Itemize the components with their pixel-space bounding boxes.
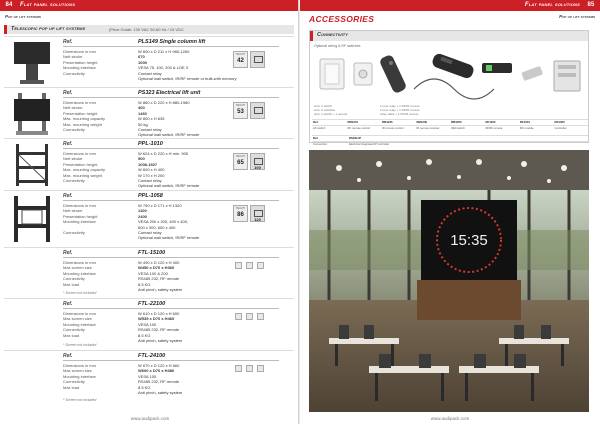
spec-value: W 600 x H 400 (138, 167, 165, 173)
product-image (8, 142, 56, 193)
table-cell: RM1230 (416, 120, 428, 124)
spec-value: 8.5 KG (138, 384, 151, 390)
height-badge-icon (233, 153, 248, 170)
divider (63, 97, 279, 98)
extra-code: RS232-IP (349, 135, 362, 140)
badge-caption: HEIGHT (235, 53, 246, 56)
table-cell: RF remote control (347, 126, 370, 131)
spec-value: 400 (138, 105, 145, 111)
spec-key: Max load (63, 384, 80, 390)
connectivity-notes-right (380, 104, 420, 116)
badge-caption: HEIGHT (235, 207, 246, 210)
spec-value: 670 (138, 54, 145, 60)
right-page-number: 85 (587, 2, 595, 8)
table-cell: IR/RF remote (485, 126, 503, 131)
badge-value: 42 (237, 58, 244, 64)
ref-label: Ref. (63, 90, 73, 96)
connectivity-note: 2 tone relay + 1 RF/IR remote (380, 108, 420, 112)
left-header-title: Flat panel solutions (20, 2, 76, 8)
feature-icons (235, 365, 264, 372)
spec-key: Mounting interface (63, 270, 96, 276)
spec-value: W 490 x D 120 x H 400 (138, 260, 180, 265)
spec-icons (233, 51, 265, 68)
connectivity-note: relay cable + 1 RF/IR remote (380, 112, 419, 116)
spec-key: Dimensions in mm (63, 260, 96, 265)
vesa-badge-icon (250, 153, 265, 170)
spec-row (63, 235, 283, 240)
product-image (8, 40, 56, 91)
badge-value: 100 (254, 165, 261, 170)
remote-icon (235, 313, 242, 320)
spec-value: VESA 100 & 200 (138, 270, 168, 276)
spec-key (63, 390, 138, 395)
table-cell: RM1250 (451, 120, 462, 124)
table-cell: IR remote control (382, 126, 404, 131)
section-title: Telescopic pop up lift systems (11, 26, 86, 32)
spec-key: Presentation height (63, 110, 98, 116)
table-cell: Controller (554, 126, 567, 131)
table-cell: Ref. (313, 120, 319, 124)
accessory-table-row (312, 125, 588, 131)
height-badge-icon (233, 51, 248, 68)
spec-value: VESA 100 (138, 373, 157, 379)
right-header-bar (300, 0, 600, 11)
table-cell: IR remote receiver (416, 126, 440, 131)
badge-value: 65 (237, 160, 244, 166)
spec-key: Max screen size (63, 316, 92, 322)
ref-label: Ref. (63, 39, 73, 45)
spec-key: Max. mounting weight (63, 121, 102, 127)
spec-key: Max screen size (63, 265, 92, 271)
product-block (4, 87, 294, 138)
spec-value: 1008-1607 (138, 161, 158, 167)
badge-caption: HEIGHT (235, 155, 246, 158)
product-note: * Screen not included (63, 291, 97, 295)
spec-value: 600 x 300, 600 x 400 (138, 224, 176, 230)
accessory-table-extra-row (312, 141, 588, 147)
spec-value: W 860 x D 220 x H 880-1980 (138, 100, 190, 105)
product-code: FTL-24100 (138, 353, 166, 359)
spec-value: VESA 100 (138, 321, 157, 327)
vesa-badge-icon (250, 102, 265, 119)
connectivity-note: wire: 1 switch (314, 104, 333, 108)
product-block (4, 298, 294, 350)
spec-key: Max load (63, 281, 80, 287)
right-page (300, 0, 600, 424)
left-page-number: 84 (5, 2, 13, 8)
connectivity-note: 1 tone relay + 1 RF/IR remote (380, 104, 420, 108)
connectivity-note: wire: 1 switch + 1 remote (314, 112, 348, 116)
spec-key: Presentation height (63, 161, 98, 167)
accessories-title: ACCESSORIES (309, 14, 375, 24)
spec-value: 8.5 KG (138, 281, 151, 287)
ref-label: Ref. (63, 141, 73, 147)
table-cell: Lift switch (313, 126, 326, 131)
spec-value: RS485 232, RF remote (138, 327, 180, 333)
spec-key (63, 76, 138, 81)
connectivity-desc: Optional wiring & RF switches (314, 44, 361, 48)
spec-value: Optional wall switch, IR/RF remote or built-with memory (138, 76, 237, 82)
product-code: FTL-22100 (138, 301, 166, 307)
extra-label: Connection (313, 142, 328, 147)
spec-key: Max load (63, 332, 80, 338)
spec-value: 1000 (138, 59, 147, 65)
left-subtitle: Pop up lift systems (5, 14, 41, 19)
spec-value: 1460 (138, 110, 147, 116)
spec-value: 50 kg (138, 121, 148, 127)
product-image (8, 91, 56, 142)
vesa-badge-icon (250, 51, 265, 68)
spec-key: Presentation height (63, 213, 98, 219)
spec-key: Dimensions in mm (63, 151, 96, 156)
extra-ref-label: Ref. (313, 135, 319, 140)
ref-label: Ref. (63, 250, 73, 256)
spec-value: W 610 x D 120 x H 600 (138, 311, 180, 316)
spec-key: Max. mounting capacity (63, 116, 106, 122)
spec-key: Nett stroke (63, 156, 83, 162)
spec-key: Nett stroke (63, 54, 83, 60)
extra-desc: Electrical integrated IP controller (349, 142, 390, 147)
spec-key: Connectivity (63, 379, 85, 385)
spec-key: Mounting interface (63, 65, 96, 71)
spec-key: Dimensions in mm (63, 49, 96, 54)
connectivity-title: Connectivity (317, 32, 348, 38)
spec-key: Connectivity (63, 276, 85, 282)
connectivity-box (309, 30, 589, 147)
spec-value: Anti pinch, safety system (138, 390, 183, 396)
spec-key: Dimensions in mm (63, 203, 96, 208)
spec-row (63, 390, 283, 395)
spec-value: W 170 x H 200 (138, 172, 165, 178)
safety-icon (257, 313, 264, 320)
spec-value: 1100 (138, 208, 147, 214)
spec-key: Max. mounting weight (63, 172, 102, 178)
product-note: * Screen not included (63, 398, 97, 402)
spec-row (63, 76, 283, 81)
spec-row (63, 183, 283, 188)
spec-key: Max. mounting capacity (63, 167, 106, 173)
spec-value: VESA 200 x 200, 400 x 400, (138, 219, 189, 225)
product-block (4, 247, 294, 298)
spec-key: Nett stroke (63, 208, 83, 214)
spec-value: W 800 x H 635 (138, 116, 165, 122)
product-code: PS323 Electrical lift unit (138, 90, 201, 96)
product-note: * Screen not included (63, 343, 97, 347)
badge-value: 53 (237, 109, 244, 115)
spec-key (63, 183, 138, 188)
product-block (4, 36, 294, 87)
connectivity-notes-left (314, 104, 347, 116)
right-footer: www.audipack.com (430, 416, 470, 421)
right-header-title: Flat panel solutions (524, 2, 580, 8)
spec-key: Max screen size (63, 368, 92, 374)
spec-value: W600 x D70 x H380 (138, 368, 175, 374)
right-subtitle: Pop up lift systems (559, 14, 595, 19)
badge-value: 86 (237, 212, 244, 218)
spec-value: W450 x D70 x H360 (138, 265, 175, 271)
spec-value: W 750 x D 171 x H 1320 (138, 203, 182, 208)
divider (63, 257, 279, 258)
height-badge-icon (233, 102, 248, 119)
spec-key: Mounting interface (63, 373, 96, 379)
clock-display: 15:35 (450, 232, 488, 249)
spec-key: Connectivity (63, 178, 85, 184)
spec-value: RS485 232, RF remote (138, 379, 180, 385)
spec-value: W 670 x D 120 x H 660 (138, 363, 180, 368)
divider (63, 360, 279, 361)
accessory-images (314, 49, 586, 103)
ref-label: Ref. (63, 301, 73, 307)
spec-value: RS485 232, RF remote (138, 276, 180, 282)
spec-value: 8.5 KG (138, 332, 151, 338)
product-code: FTL-15100 (138, 250, 166, 256)
table-cell: RM1225 (382, 120, 393, 124)
spec-key: Mounting interface (63, 321, 96, 327)
product-code: PPL-1058 (138, 193, 163, 199)
spec-icons (233, 205, 265, 222)
spec-key: Dimensions in mm (63, 100, 96, 105)
accessory-table-extra-header (312, 135, 588, 141)
feature-icons (235, 262, 264, 269)
product-code: PPL-1010 (138, 141, 163, 147)
left-footer: www.audipack.com (130, 416, 170, 421)
ref-label: Ref. (63, 193, 73, 199)
spec-value: Contact relay (138, 178, 162, 184)
spec-key: Connectivity (63, 70, 85, 76)
badge-caption: HEIGHT (235, 104, 246, 107)
table-cell: RS1020 (554, 120, 565, 124)
relay-icon (246, 262, 253, 269)
product-block (4, 190, 294, 247)
section-title-bar (4, 25, 294, 34)
vesa-badge-icon (250, 205, 265, 222)
connectivity-header (310, 31, 588, 41)
ref-label: Ref. (63, 353, 73, 359)
section-note: (Price Guide: 130 VAC 50-60 Hz / 24 VDC (109, 27, 184, 32)
table-cell: RM1210 (347, 120, 359, 124)
table-cell: RF1001 (520, 120, 530, 124)
safety-icon (257, 365, 264, 372)
spec-value: Optional wall switch, IR/RF remote (138, 183, 200, 189)
divider (63, 148, 279, 149)
spec-key: Mounting interface (63, 219, 96, 225)
spec-value: VESA 75, 100, 200 & LOE 3 (138, 65, 189, 71)
product-image (8, 194, 56, 249)
spec-key: Nett stroke (63, 105, 83, 111)
product-block (4, 138, 294, 190)
spec-key: Dimensions in mm (63, 311, 96, 316)
spec-key: Connectivity (63, 327, 85, 333)
left-header-bar (0, 0, 300, 11)
spec-value: 2400 (138, 213, 147, 219)
table-cell: RF1000 (485, 120, 496, 124)
spec-value: Optional wall switch, IR/RF remote (138, 235, 200, 241)
feature-icons (235, 313, 264, 320)
spec-value: Contact relay (138, 230, 162, 236)
relay-icon (246, 313, 253, 320)
height-badge-icon (233, 205, 248, 222)
remote-icon (235, 262, 242, 269)
connectivity-note: wire: 2 switches (314, 108, 336, 112)
table-cell: RF module (520, 126, 534, 131)
spec-value: Contact relay (138, 127, 162, 133)
spec-value: Anti pinch, safety system (138, 338, 183, 344)
safety-icon (257, 262, 264, 269)
spec-key: Connectivity (63, 230, 85, 236)
spec-value: Contact relay (138, 70, 162, 76)
spec-icons (233, 153, 265, 170)
showroom-photo (309, 150, 589, 412)
spec-value: 900 (138, 156, 145, 162)
accessory-table (312, 119, 588, 148)
remote-icon (235, 365, 242, 372)
relay-icon (246, 365, 253, 372)
product-block (4, 350, 294, 405)
spec-key: Connectivity (63, 127, 85, 133)
divider (63, 46, 279, 47)
spec-key (63, 235, 138, 240)
divider (63, 308, 279, 309)
spec-value: W535 x D70 x H460 (138, 316, 175, 322)
divider (63, 200, 279, 201)
product-code: PLS149 Single column lift (138, 39, 206, 45)
accessory-table-header (312, 119, 588, 125)
spec-key: Presentation height (63, 59, 98, 65)
spec-value: W 600 x D 211 x H 980-1260 (138, 49, 190, 54)
table-cell: Wall switch (451, 126, 465, 131)
spec-value: W 624 x D 220 x H min. 905 (138, 151, 189, 156)
badge-value: 120 (254, 217, 261, 222)
spec-key: Dimensions in mm (63, 363, 96, 368)
spec-value: Optional wall switch, IR/RF remote (138, 132, 200, 138)
spec-icons (233, 102, 265, 119)
spec-value: Anti pinch, safety system (138, 287, 183, 293)
